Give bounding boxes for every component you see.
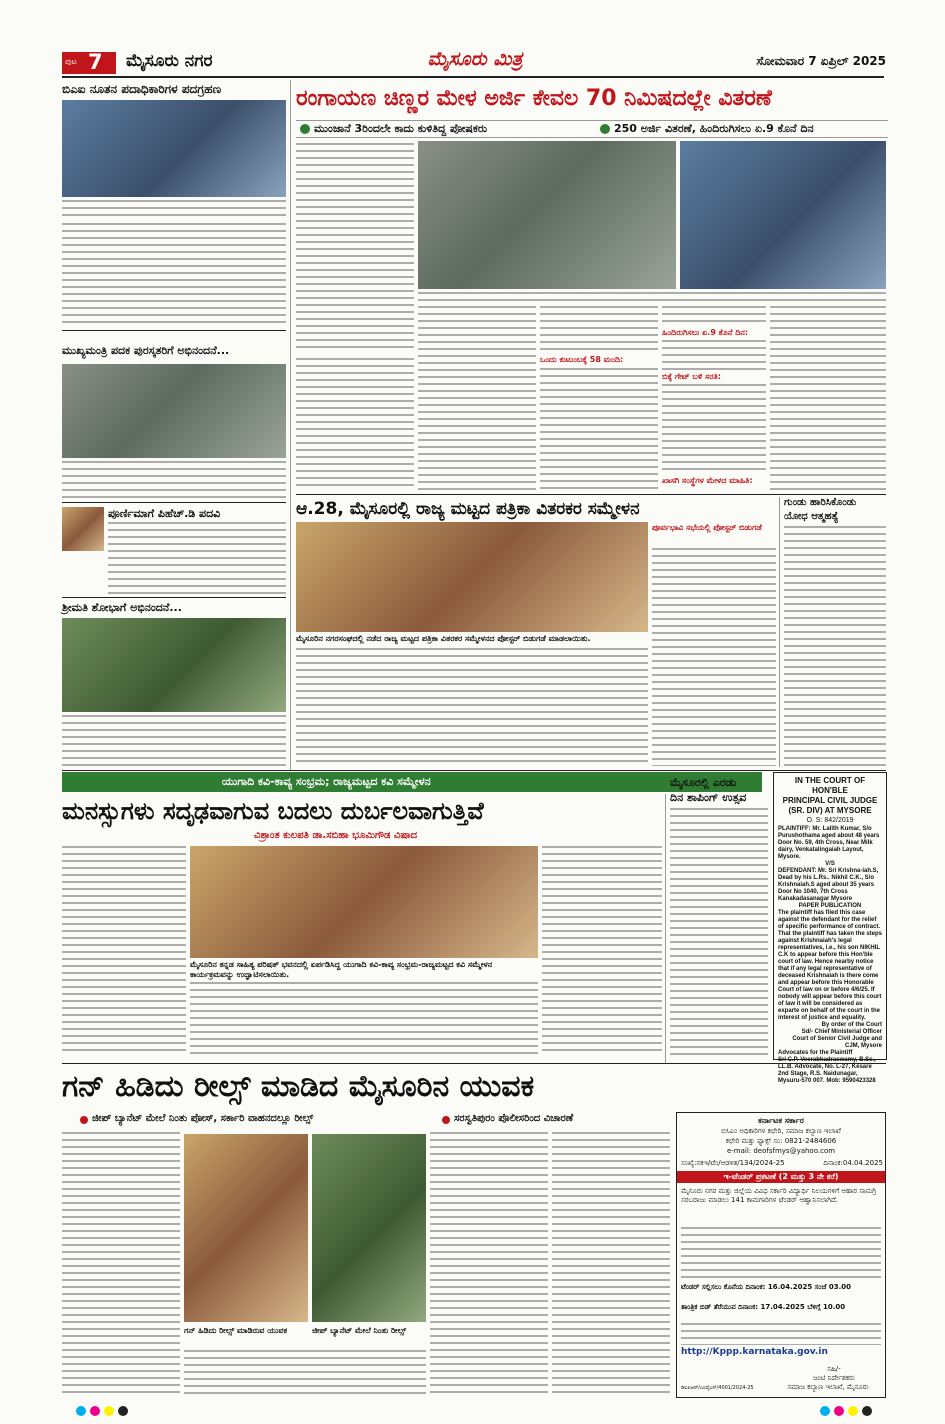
bjp-story-text [62,223,286,327]
divider [62,597,286,598]
court-os-number: O. S: 842/2019 [806,817,854,824]
reels-subhead-bar [62,1112,674,1128]
page-number: 7 [88,50,103,74]
tender-government: ಕರ್ನಾಟಕ ಸರ್ಕಾರ [758,1116,804,1125]
gundu-story-text [784,526,886,766]
tender-body-text [681,1227,881,1279]
bjp-photo [62,100,286,197]
gate-photo [680,141,886,289]
tender-body: ಮೈಸೂರು ನಗರ ಮತ್ತು ಜಿಲ್ಲೆಯ ವಿವಿಧ ಸರ್ಕಾರಿ ವಿದ್ಯಾರ್ಥಿ ನಿಲಯಗಳಿಗೆ ಆಹಾರ ಸಾಮಗ್ರಿ ಸರಬರಾಜು ಮಾಡಲು 141 ಕಾಮಗಾರಿಗಳ ಟೆಂಡರ್ ಆಹ್ವಾನಿಸಲಾಗಿದೆ. [681,1187,877,1204]
court-plaintiff: PLAINTIFF: Mr. Lalith Kumar, S/o Purushothama aged about 48 years Door No. 59, 4th Cross, Near Milk dairy, Venkatalingaiah Layout, Mysore. [778,826,880,860]
tender-body-text [681,1323,881,1345]
tender-dipr: ಡಿಐಪಿಆರ್/ಎಂವೈಎಸ್/4001/2024-25 [681,1385,754,1391]
ugadi-subhead: ವಿಶ್ರಾಂತ ಕುಲಪತಿ ಡಾ.ಸಬಿಹಾ ಭೂಮಿಗೌಡ ವಿಷಾದ [254,830,418,841]
registration-mark [848,1406,858,1416]
tender-email: e-mail: deofsfmys@yahoo.com [726,1147,836,1155]
lead-story-text [662,384,766,474]
court-order-3: Court of Senior Civil Judge and CJM, Mysore [792,1036,882,1049]
lead-subhead-2: 250 ಅರ್ಜಿ ವಿತರಣೆ, ಹಿಂದಿರುಗಿಸಲು ಏ.9 ಕೊನೆ ದಿನ [614,122,814,135]
tender-reference: ಸಂಖ್ಯೆ:ಸಕಇ/ಟೆಂ/ಆಡಳಿತ/134/2024-25 [681,1159,785,1167]
tender-date-2: ತಾಂತ್ರಿಕ ಬಿಡ್ ತೆರೆಯುವ ದಿನಾಂಕ: 17.04.2025 ಬೆಳಿಗ್ಗೆ 10.00 [681,1303,846,1311]
tender-reference-date: ದಿನಾಂಕ:04.04.2025 [823,1159,883,1167]
kicker-deadline: ಹಿಂದಿರುಗಿಸಲು ಏ.9 ಕೊನೆ ದಿನ: [662,328,749,337]
ugadi-band-text: ಯುಗಾದಿ ಕವಿ-ಕಾವ್ಯ ಸಂಭ್ರಮ; ರಾಜ್ಯಮಟ್ಟದ ಕವಿ ಸಮ್ಮೇಳನ [222,775,431,788]
phd-story-text [108,522,286,594]
conference-side-head: ಪೂರ್ವಭಾವಿ ಸಭೆಯಲ್ಲಿ ಪೋಸ್ಟರ್ ಬಿಡುಗಡೆ [652,523,762,532]
shobha-photo [62,618,286,712]
reels-subhead-2: ಸರಸ್ವತಿಪುರಂ ಪೊಲೀಸರಿಂದ ವಿಚಾರಣೆ [454,1113,574,1124]
tender-address: ಕಛೇರಿ ಮತ್ತು ಫ್ಯಾಕ್ಸ್ ಸಂ: 0821-2484606 [725,1137,837,1145]
lead-story-text [540,368,658,490]
kicker-private: ಖಾಸಗಿ ಸಂಸ್ಥೆಗಳ ಮೇಳದ ಮಾಹಿತಿ: [662,476,753,485]
issue-date: ಸೋಮವಾರ 7 ಏಪ್ರಿಲ್ 2025 [756,54,886,68]
tender-notice-box [676,1112,886,1398]
reels-caption-2: ಜೀಪ್ ಬ್ಯಾನೆಟ್ ಮೇಲೆ ನಿಂತು ರೀಲ್ಸ್ [312,1326,407,1335]
court-defendant: DEFENDANT: Mr. Sri Krishna-iah.S, Dead by his L.Rs.. Nikhil C.K., S/o Krishnaiah.S aged about 35 years Door No 1040, 7th Cross Kanakadasanagar Mysore [778,868,879,902]
lead-headline: ರಂಗಾಯಣ ಚಿಣ್ಣರ ಮೇಳ ಅರ್ಜಿ ಕೇವಲ 70 ನಿಮಿಷದಲ್ಲೇ ವಿತರಣೆ [296,86,772,111]
reels-photo-1 [184,1134,308,1322]
bullet-icon [442,1116,450,1124]
bullet-icon [80,1116,88,1124]
tender-date-1: ಟೆಂಡರ್ ಸಲ್ಲಿಸಲು ಕೊನೆಯ ದಿನಾಂಕ: 16.04.2025 ಸಂಜೆ 03.00 [681,1283,852,1291]
court-vs: V/S [825,861,835,867]
shopping-head-2: ದಿನ ಶಾಪಿಂಗ್ ಉತ್ಸವ [670,791,747,804]
bullet-icon [600,124,610,134]
court-title-2: PRINCIPAL CIVIL JUDGE [782,796,878,805]
tender-sign-1: ಸಹಿ/- [827,1365,841,1373]
section-name: ಮೈಸೂರು ನಗರ [126,51,213,71]
gundu-head-1: ಗುಂಡು ಹಾರಿಸಿಕೊಂಡು [784,497,857,508]
lead-story-text [540,306,658,354]
court-body: The plaintiff has filed this case against the defendant for the relief of specific performance of contract. That the plaintiff has taken the steps against Krishnaiah's legal representatives, i.e., his son NIKHIL C.K to appear before this Hon'ble court of law. Hence nearby notice that if any legal representative of deceased Krishnaiah is there come and appear before this Honorable Court of law on or before 4/6/25. If nobody will appear before this court of law it will be considered as exparte on behalf of the court in the interest of justice and equality. [778,910,883,1021]
gundu-head-2: ಯೋಧ ಆತ್ಮಹತ್ಯೆ [784,511,839,522]
masthead-rule [62,76,884,78]
lead-story-text [296,143,414,353]
lead-subhead-bar [296,120,888,138]
conference-photo [296,522,648,632]
lead-story-text [296,358,414,490]
ugadi-story-text [62,846,186,1056]
ugadi-story-text [190,982,538,1056]
reels-story-text [430,1132,548,1396]
page-prefix: ಪುಟ [65,57,77,66]
cm-medal-headline: ಮುಖ್ಯಮಂತ್ರಿ ಪದಕ ಪುರಸ್ಕತರಿಗೆ ಅಭಿನಂದನೆ... [62,344,230,357]
queue-photo [418,141,676,289]
conference-caption: ಮೈಸೂರಿನ ನಗರಸಂಘದಲ್ಲಿ ನಡೆದ ರಾಜ್ಯ ಮಟ್ಟದ ಪತ್ರಿಕಾ ವಿತರಕರ ಸಮ್ಮೇಳನದ ಪೋಸ್ಟರ್ ಬಿಡುಗಡೆ ಮಾಡಲಾಯಿತು. [296,634,591,643]
registration-mark [76,1406,86,1416]
phd-headline: ಪೂರ್ಣಿಮಾಗೆ ಪಿಹೆಚ್.ಡಿ ಪದವಿ [108,507,221,520]
divider [62,502,286,503]
court-notice-box [773,772,887,1084]
reels-headline: ಗನ್ ಹಿಡಿದು ರೀಲ್ಸ್ ಮಾಡಿದ ಮೈಸೂರಿನ ಯುವಕ [62,1069,535,1104]
registration-mark [834,1406,844,1416]
divider [296,494,886,495]
reels-caption-1: ಗನ್ ಹಿಡಿದು ರೀಲ್ಸ್ ಮಾಡಿರುವ ಯುವಕ [184,1326,288,1335]
court-publication: PAPER PUBLICATION [798,903,862,909]
divider [62,1063,886,1064]
column-separator [290,80,291,770]
divider [62,770,886,771]
shopping-story-text [670,808,768,1056]
lead-subhead-1: ಮುಂಜಾನೆ 3ರಿಂದಲೇ ಕಾದು ಕುಳಿತಿದ್ದ ಪೋಷಕರು [314,122,488,135]
ugadi-side-text [542,846,662,1056]
ugadi-caption: ಮೈಸೂರಿನ ಕನ್ನಡ ಸಾಹಿತ್ಯ ಪರಿಷತ್ ಭವನದಲ್ಲಿ ಏರ್ಪಡಿಸಿದ್ದ ಯುಗಾದಿ ಕವಿ-ಕಾವ್ಯ ಸಂಭ್ರಮ-ರಾಜ್ಯಮಟ್ಟದ ಕವಿ ಸಮ್ಮೇಳನ ಕಾರ್ಯಕ್ರಮವನ್ನು ಉದ್ಘಾಟಿಸಲಾಯಿತು. [190,960,493,979]
court-advocate-name: Sri C.P. Veerabhadraswamy, B.Sc., LL.B. Advocate, No. L-27, Kesare 2nd Stage, R.S. Naidunagar, Mysuru-570 007. Mob: 9590423328 [778,1057,876,1084]
shobha-caption [62,715,286,767]
bjp-caption-text [62,200,286,218]
reels-story-text [62,1132,180,1396]
ugadi-headline: ಮನಸ್ಸುಗಳು ಸದೃಢವಾಗುವ ಬದಲು ದುರ್ಬಲವಾಗುತ್ತಿವೆ [62,797,484,825]
column-separator [779,497,780,767]
court-order-1: By order of the Court [821,1022,882,1028]
court-order-2: Sd/- Chief Ministerial Officer [801,1029,882,1035]
ugadi-photo [190,846,538,958]
tender-url[interactable]: http://Kppp.karnataka.gov.in [681,1347,828,1357]
shopping-head-1: ಮೈಸೂರಲ್ಲಿ ಎರಡು [670,776,737,789]
reels-subhead-1: ಜೀಪ್ ಬ್ಯಾನೆಟ್ ಮೇಲೆ ನಿಂತು ಪೋಸ್, ಸರ್ಕಾರಿ ವಾಹನದಲ್ಲೂ ರೀಲ್ಸ್ [92,1113,314,1124]
shobha-headline: ಶ್ರೀಮತಿ ಶೋಭಾಗೆ ಅಭಿನಂದನೆ... [62,601,182,614]
conference-story-text [296,648,648,766]
reels-story-text [552,1132,670,1396]
conference-side-text [652,548,776,766]
tender-department: ಬಿಸಿಎಂ ಅಧಿಕಾರಿಗಳ ಕಛೇರಿ, ಸಮಾಜ ಕಲ್ಯಾಣ ಇಲಾಖೆ [721,1127,841,1135]
masthead [0,0,945,78]
paper-name: ಮೈಸೂರು ಮಿತ್ರ [427,48,523,70]
lead-story-text [662,306,766,326]
cm-medal-caption [62,461,286,499]
court-advocates: Advocates for the Plaintiff [778,1050,853,1056]
reels-photo-2 [312,1134,426,1322]
poornima-photo [62,507,104,551]
bjp-headline: ಬಿಎಐ ನೂತನ ಪದಾಧಿಕಾರಿಗಳ ಪದಗ್ರಹಣ [62,82,222,96]
lead-story-text [662,340,766,370]
page-number-box [62,52,116,74]
kicker-family: ಒಂದು ಕುಟುಂಬಕ್ಕೆ 58 ಮಂದಿ: [540,355,624,364]
tender-sign-3: ಸಮಾಜ ಕಲ್ಯಾಣ ಇಲಾಖೆ, ಮೈಸೂರು [787,1383,869,1391]
lead-story-text [418,306,536,490]
police-medal-photo [62,364,286,458]
reels-story-text [184,1350,426,1396]
photo-caption-text [418,292,886,304]
conference-headline: ಆ.28, ಮೈಸೂರಲ್ಲಿ ರಾಜ್ಯ ಮಟ್ಟದ ಪತ್ರಿಕಾ ವಿತರಕರ ಸಮ್ಮೇಳನ [296,499,640,519]
registration-mark [90,1406,100,1416]
tender-sign-2: ಜಂಟಿ ನಿರ್ದೇಶಕರು [813,1374,855,1382]
bullet-icon [300,124,310,134]
lead-story-text [770,306,886,490]
registration-mark [104,1406,114,1416]
registration-mark [118,1406,128,1416]
court-title-3: (SR. DIV) AT MYSORE [788,806,872,815]
kicker-queue: ಬಿಕ್ಕೆ ಗೇಟ್ ಬಳಿ ಸರತಿ: [662,372,721,381]
registration-mark [820,1406,830,1416]
divider [62,330,286,331]
ugadi-band [62,772,762,792]
registration-mark [862,1406,872,1416]
column-separator [665,794,666,1064]
tender-title: ಇ-ಟೆಂಡರ್ ಪ್ರಕಟಣೆ (2 ಮತ್ತು 3 ನೇ ಕರೆ) [677,1171,885,1183]
court-title-1: IN THE COURT OF HON'BLE [794,776,866,795]
